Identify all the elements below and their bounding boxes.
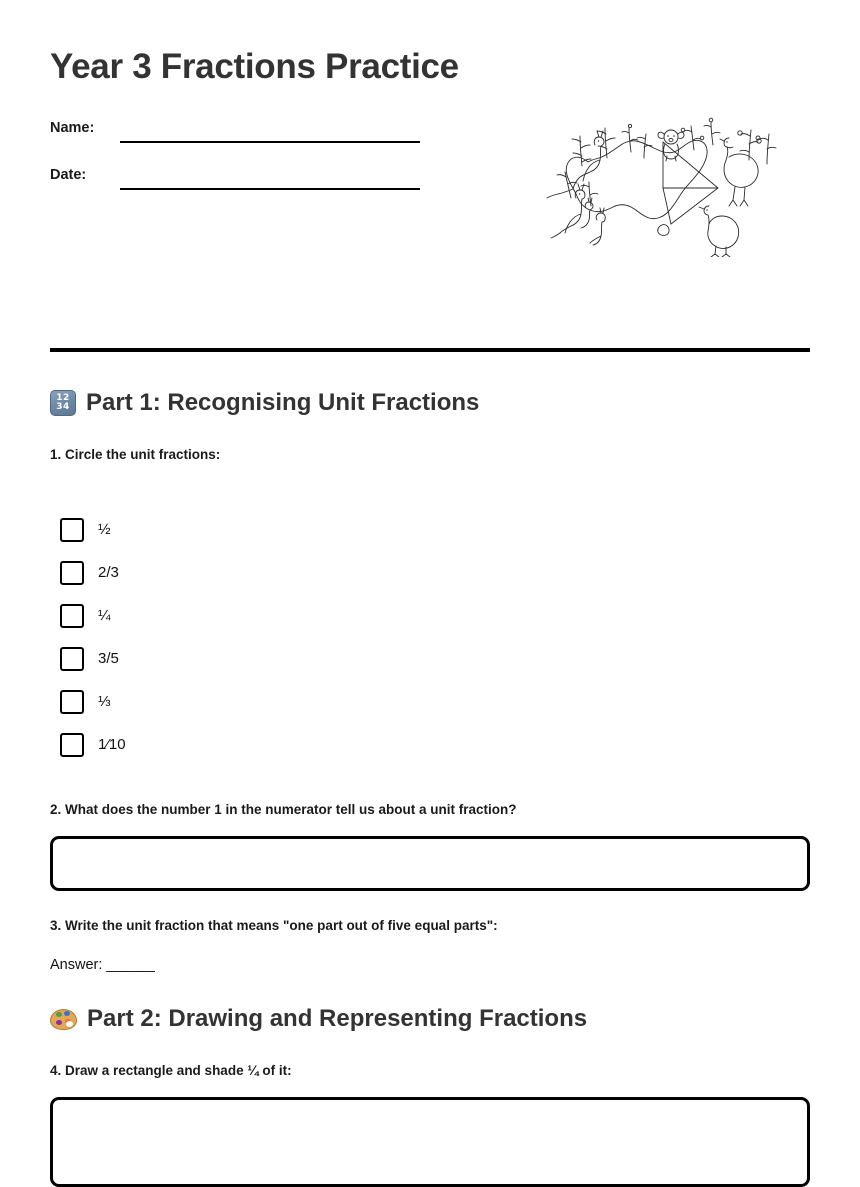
question-1-option-list <box>60 508 126 766</box>
date-field-row <box>50 167 420 184</box>
name-field-row <box>50 120 420 137</box>
question-2-answer-box[interactable] <box>50 836 810 891</box>
section-heading-part-1 <box>50 390 479 416</box>
input-numbers-icon-bottom: 34 <box>56 402 70 413</box>
option-label: 3/5 <box>98 650 119 667</box>
name-label: Name: <box>50 120 95 136</box>
option-row[interactable] <box>60 723 126 766</box>
checkbox-option-4[interactable] <box>60 647 84 671</box>
section-divider <box>50 348 810 352</box>
option-row[interactable] <box>60 551 126 594</box>
section-heading-part-2 <box>50 1006 587 1032</box>
date-write-line[interactable] <box>120 188 420 190</box>
date-label: Date: <box>50 167 87 183</box>
option-row[interactable] <box>60 508 126 551</box>
checkbox-option-2[interactable] <box>60 561 84 585</box>
checkbox-option-3[interactable] <box>60 604 84 628</box>
option-row[interactable] <box>60 637 126 680</box>
checkbox-option-6[interactable] <box>60 733 84 757</box>
question-4-drawing-box[interactable] <box>50 1097 810 1187</box>
option-row[interactable] <box>60 594 126 637</box>
australia-map-illustration <box>543 112 783 257</box>
option-label: 1⁄10 <box>98 736 126 753</box>
question-1-prompt: 1. Circle the unit fractions: <box>50 447 221 462</box>
input-numbers-icon-top: 12 <box>56 393 70 404</box>
section-heading-part-1-label: Part 1: Recognising Unit Fractions <box>86 389 480 416</box>
option-label: 2/3 <box>98 564 119 581</box>
option-row[interactable] <box>60 680 126 723</box>
question-3-prompt: 3. Write the unit fraction that means "one part out of five equal parts": <box>50 918 498 933</box>
input-numbers-icon <box>50 390 76 416</box>
question-4-prompt: 4. Draw a rectangle and shade ¼ of it: <box>50 1063 292 1078</box>
artist-palette-icon <box>50 1007 77 1031</box>
option-label: ¼ <box>98 607 111 624</box>
question-3-answer-line[interactable]: Answer: ______ <box>50 957 155 973</box>
checkbox-option-5[interactable] <box>60 690 84 714</box>
question-2-prompt: 2. What does the number 1 in the numerator tell us about a unit fraction? <box>50 802 517 817</box>
option-label: ½ <box>98 521 111 538</box>
option-label: ⅓ <box>98 693 111 710</box>
checkbox-option-1[interactable] <box>60 518 84 542</box>
name-write-line[interactable] <box>120 141 420 143</box>
section-heading-part-2-label: Part 2: Drawing and Representing Fractions <box>87 1005 588 1032</box>
page-title: Year 3 Fractions Practice <box>50 47 459 86</box>
